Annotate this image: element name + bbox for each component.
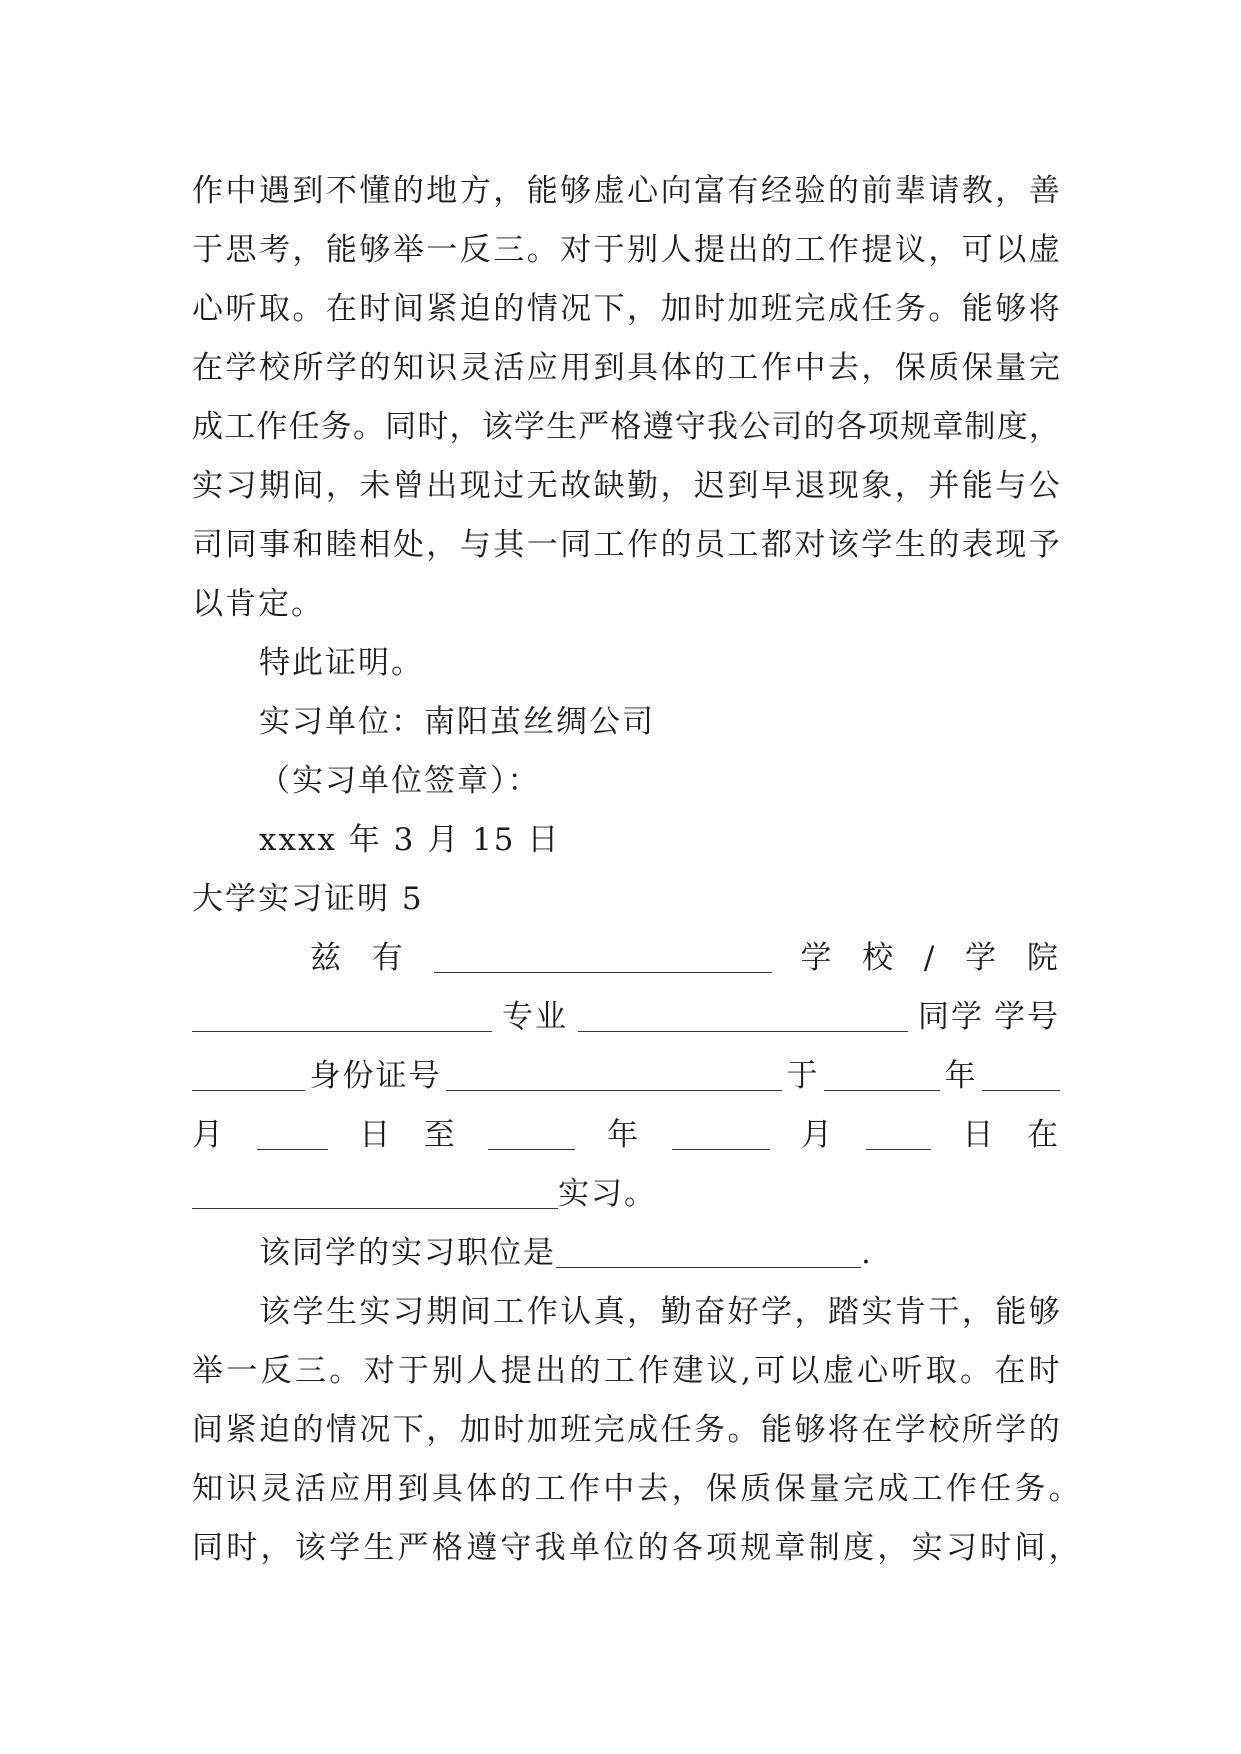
school-name-field xyxy=(434,972,772,973)
form-line xyxy=(192,1047,1060,1106)
month-label: 月 xyxy=(192,1117,225,1153)
paragraph-line: 实 习 期 间 ， 未 曾 出 现 过 无 故 缺 勤 ， 迟 到 早 退 现 象 ， 并 能 与 公 xyxy=(192,468,1060,504)
form-text: 院 xyxy=(1026,940,1060,976)
paragraph-line: 举 一 反 三 。 对 于 别 人 提 出 的 工 作 建 议 , 可 以 虚 心 听 取 。 在 时 xyxy=(192,1353,1060,1389)
end-month-field xyxy=(672,1149,770,1150)
from-label: 于 xyxy=(786,1058,820,1094)
paragraph-line: 心 听 取 。 在 时 间 紧 迫 的 情 况 下 ， 加 时 加 班 完 成 任 务 。 能 够 将 xyxy=(192,291,1060,327)
form-text: 有 xyxy=(371,940,405,976)
form-text: 校 xyxy=(862,940,896,976)
end-day-field xyxy=(866,1149,931,1150)
paragraph-line: 以肯定。 xyxy=(192,586,324,622)
performance-paragraph xyxy=(192,1283,1080,1578)
year-label: 年 xyxy=(944,1058,978,1094)
start-day-field xyxy=(257,1149,328,1150)
position-label: 该同学的实习职位是 xyxy=(259,1235,556,1271)
paragraph-line: 知 识 灵 活 应 用 到 具 体 的 工 作 中 去 ， 保 质 保 量 完 成 工 作 任 务 。 xyxy=(192,1471,1080,1507)
paragraph-line: 司 同 事 和 睦 相 处 ， 与 其 一 同 工 作 的 员 工 都 对 该 学 生 的 表 现 予 xyxy=(192,527,1060,563)
paragraph-line: 间 紧 迫 的 情 况 下 ， 加 时 加 班 完 成 任 务 。 能 够 将 在 学 校 所 学 的 xyxy=(192,1412,1060,1448)
form-text: 兹 xyxy=(310,940,343,976)
paragraph-line: 该 学 生 实 习 期 间 工 作 认 真 ， 勤 奋 好 学 ， 踏 实 肯 干 ， 能 够 xyxy=(259,1294,1060,1330)
internship-suffix: 实习。 xyxy=(558,1176,657,1212)
internship-unit: 实习单位：南阳茧丝绸公司 xyxy=(259,704,655,740)
paragraph-line: 同 时 ， 该 学 生 严 格 遵 守 我 单 位 的 各 项 规 章 制 度 ， 实 习 时 间 ， xyxy=(192,1530,1080,1566)
unit-seal-label: （实习单位签章）： xyxy=(259,763,541,799)
student-id-label: 学号 xyxy=(994,999,1060,1035)
major-label: 专业 xyxy=(502,999,568,1035)
form-line xyxy=(192,1106,1060,1165)
section-title: 大学实习证明 5 xyxy=(192,881,424,917)
year-label: 年 xyxy=(606,1117,640,1153)
paragraph-line: 于 思 考 ， 能 够 举 一 反 三 。 对 于 别 人 提 出 的 工 作 提 议 ， 可 以 虚 xyxy=(192,232,1060,268)
start-year-field xyxy=(824,1090,940,1091)
certification-statement: 特此证明。 xyxy=(259,645,424,681)
internship-form xyxy=(192,929,1060,1283)
document-body xyxy=(192,162,1080,1578)
month-label: 月 xyxy=(801,1117,835,1153)
paragraph-line: 在 学 校 所 学 的 知 识 灵 活 应 用 到 具 体 的 工 作 中 去 ， 保 质 保 量 完 xyxy=(192,350,1060,386)
paragraph-line: 作 中 遇 到 不 懂 的 地 方 ， 能 够 虚 心 向 富 有 经 验 的 前 辈 请 教 ， 善 xyxy=(192,173,1060,209)
day-label: 日 xyxy=(962,1117,996,1153)
id-number-field xyxy=(446,1090,782,1091)
student-name-field xyxy=(578,1031,908,1032)
evaluation-paragraph xyxy=(192,162,1060,634)
student-id-field xyxy=(192,1090,305,1091)
internship-place-field xyxy=(192,1208,558,1209)
to-label: 至 xyxy=(423,1117,457,1153)
start-month-field xyxy=(982,1090,1060,1091)
form-line xyxy=(192,988,1060,1047)
classmate-label: 同学 xyxy=(918,999,984,1035)
form-line xyxy=(192,929,1060,988)
issue-date: xxxx 年 3 月 15 日 xyxy=(259,822,561,858)
position-end: . xyxy=(861,1235,873,1271)
id-card-label: 身份证号 xyxy=(309,1058,442,1094)
form-text: 学 xyxy=(800,940,834,976)
form-line xyxy=(192,1165,1060,1224)
major-field xyxy=(192,1031,492,1032)
form-text: / xyxy=(923,940,937,976)
day-label: 日 xyxy=(359,1117,393,1153)
position-field xyxy=(556,1267,861,1268)
form-line xyxy=(192,1224,1060,1283)
paragraph-line: 成 工 作 任 务 。 同 时 ， 该 学 生 严 格 遵 守 我 公 司 的 各 项 规 章 制 度 ， xyxy=(192,409,1060,445)
form-text: 学 xyxy=(965,940,999,976)
at-label: 在 xyxy=(1026,1117,1060,1153)
end-year-field xyxy=(488,1149,575,1150)
